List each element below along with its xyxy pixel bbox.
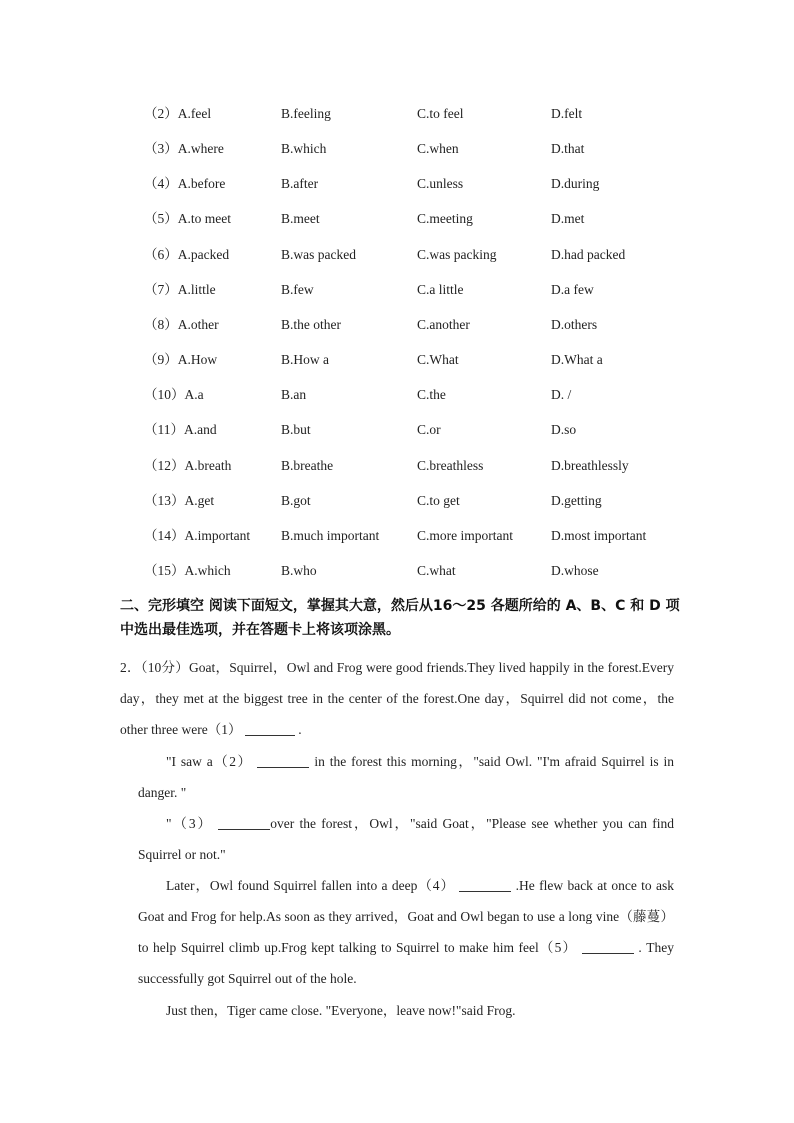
option-number: （12） <box>144 457 185 473</box>
option-c: C.was packing <box>417 246 497 262</box>
option-b: B.after <box>281 176 319 192</box>
question-number-option-a <box>144 560 231 582</box>
question-number-option-a <box>144 279 216 301</box>
question-2-intro <box>120 652 674 745</box>
option-d: D.getting <box>551 492 602 508</box>
option-d: D.whose <box>551 563 599 578</box>
passage-text: . They successfully got Squirrel out of the hole. <box>138 940 674 986</box>
option-number: （15） <box>144 563 185 578</box>
option-d: D.so <box>551 422 577 438</box>
question-number-option-a <box>144 419 217 441</box>
question-number-option-a <box>144 208 231 230</box>
option-a: A.a <box>184 387 204 403</box>
option-b: B.meet <box>281 211 320 227</box>
option-number: （8） <box>144 316 178 332</box>
question-number-option-a <box>144 244 229 266</box>
passage-text: "I saw a（2） <box>166 754 253 769</box>
option-a: A.to meet <box>177 211 231 227</box>
option-d: D.most important <box>551 527 647 543</box>
question-number-option-a <box>144 173 225 195</box>
passage-text: "（3） <box>166 816 213 831</box>
option-c: C.to get <box>417 492 460 508</box>
option-b: B.How a <box>281 352 329 367</box>
option-a: A.How <box>177 352 218 367</box>
option-c: C.the <box>417 387 446 403</box>
option-c: C.unless <box>417 176 464 192</box>
option-c: C.or <box>417 422 441 438</box>
option-b: B.was packed <box>281 246 356 262</box>
option-a: A.before <box>177 176 226 192</box>
option-number: （4） <box>144 176 178 192</box>
question-number-option-a <box>144 525 250 547</box>
question-points: （10分） <box>140 660 190 675</box>
option-a: A.get <box>184 492 215 508</box>
option-b: B.which <box>281 141 327 157</box>
passage-text: .He flew back at once to ask Goat and Frog for help.As soon as they arrived，Goat and Owl began to use a long vine（藤蔓）to help Squirrel climb up.Frog kept talking to Squirrel to make him feel（5） <box>138 878 675 955</box>
option-d: D.breathlessly <box>551 457 629 473</box>
option-b: B.got <box>281 492 311 508</box>
option-b: B.an <box>281 387 307 403</box>
option-c: C.meeting <box>417 211 473 227</box>
option-d: D.had packed <box>551 246 626 262</box>
option-number: （5） <box>144 211 178 227</box>
option-a: A.where <box>177 141 224 157</box>
option-number: （14） <box>144 527 185 543</box>
question-number-option-a <box>144 138 224 160</box>
option-c: C.a little <box>417 281 464 297</box>
option-d: D. / <box>551 387 572 403</box>
option-number: （7） <box>144 281 178 297</box>
option-number: （10） <box>144 387 185 403</box>
option-d: D.met <box>551 211 585 227</box>
passage-paragraph-2 <box>138 808 674 870</box>
answer-blank-4 <box>459 877 511 892</box>
passage-text: Goat，Squirrel，Owl and Frog were good friends.They lived happily in the forest.Every day，they met at the biggest tree in the center of the forest.One day，Squirrel did not come，the other three were（1） <box>120 660 675 737</box>
option-a: A.other <box>177 316 219 332</box>
passage-text: in the forest this morning，"said Owl. "I'm afraid Squirrel is in danger. " <box>138 754 675 800</box>
option-a: A.breath <box>184 457 232 473</box>
answer-blank-2 <box>257 753 309 768</box>
question-number-option-a <box>144 455 231 477</box>
answer-blank-5 <box>582 939 634 954</box>
option-c: C.to feel <box>417 106 464 121</box>
passage-text: Later，Owl found Squirrel fallen into a deep（4） <box>166 878 455 893</box>
section-heading: 二、完形填空 阅读下面短文，掌握其大意，然后从16～25 各题所给的 A、B、C 和 D 项中选出最佳选项，并在答题卡上将该项涂黑。 <box>120 598 680 638</box>
option-d: D.a few <box>551 281 594 297</box>
passage-text: over the forest，Owl，"said Goat，"Please see whether you can find Squirrel or not." <box>138 816 674 862</box>
option-d: D.during <box>551 176 600 192</box>
question-number-option-a <box>144 490 214 512</box>
option-b: B.but <box>281 422 311 438</box>
option-b: B.few <box>281 281 314 297</box>
option-c: C.more important <box>417 527 513 543</box>
option-b: B.who <box>281 563 317 578</box>
option-c: C.another <box>417 316 470 332</box>
option-c: C.what <box>417 563 456 578</box>
option-a: A.feel <box>177 106 212 121</box>
option-d: D.felt <box>551 106 583 121</box>
option-a: A.little <box>177 281 216 297</box>
question-number-option-a <box>144 103 211 125</box>
option-b: B.feeling <box>281 106 331 121</box>
question-number: 2． <box>120 660 141 675</box>
passage-paragraph-3 <box>138 870 674 994</box>
option-d: D.What a <box>551 352 603 367</box>
option-number: （11） <box>144 422 184 438</box>
option-d: D.that <box>551 141 585 157</box>
passage-paragraph-1 <box>138 746 674 808</box>
passage-text: . <box>298 722 302 737</box>
option-c: C.What <box>417 352 459 367</box>
option-a: A.which <box>184 563 231 578</box>
passage-paragraph-4: Just then，Tiger came close. "Everyone，leave now!"said Frog. <box>166 1003 516 1018</box>
option-a: A.packed <box>177 246 230 262</box>
question-number-option-a <box>144 314 219 336</box>
option-c: C.when <box>417 141 459 157</box>
option-number: （6） <box>144 246 178 262</box>
option-b: B.much important <box>281 527 380 543</box>
option-c: C.breathless <box>417 457 484 473</box>
option-number: （9） <box>144 352 178 367</box>
option-d: D.others <box>551 316 598 332</box>
answer-blank-1 <box>245 721 295 736</box>
question-number-option-a <box>144 384 204 406</box>
option-b: B.breathe <box>281 457 334 473</box>
answer-blank-3 <box>218 815 270 830</box>
option-number: （2） <box>144 106 178 121</box>
option-number: （3） <box>144 141 178 157</box>
option-a: A.and <box>184 422 217 438</box>
option-number: （13） <box>144 492 185 508</box>
question-number-option-a <box>144 349 217 371</box>
option-b: B.the other <box>281 316 341 332</box>
option-a: A.important <box>184 527 251 543</box>
